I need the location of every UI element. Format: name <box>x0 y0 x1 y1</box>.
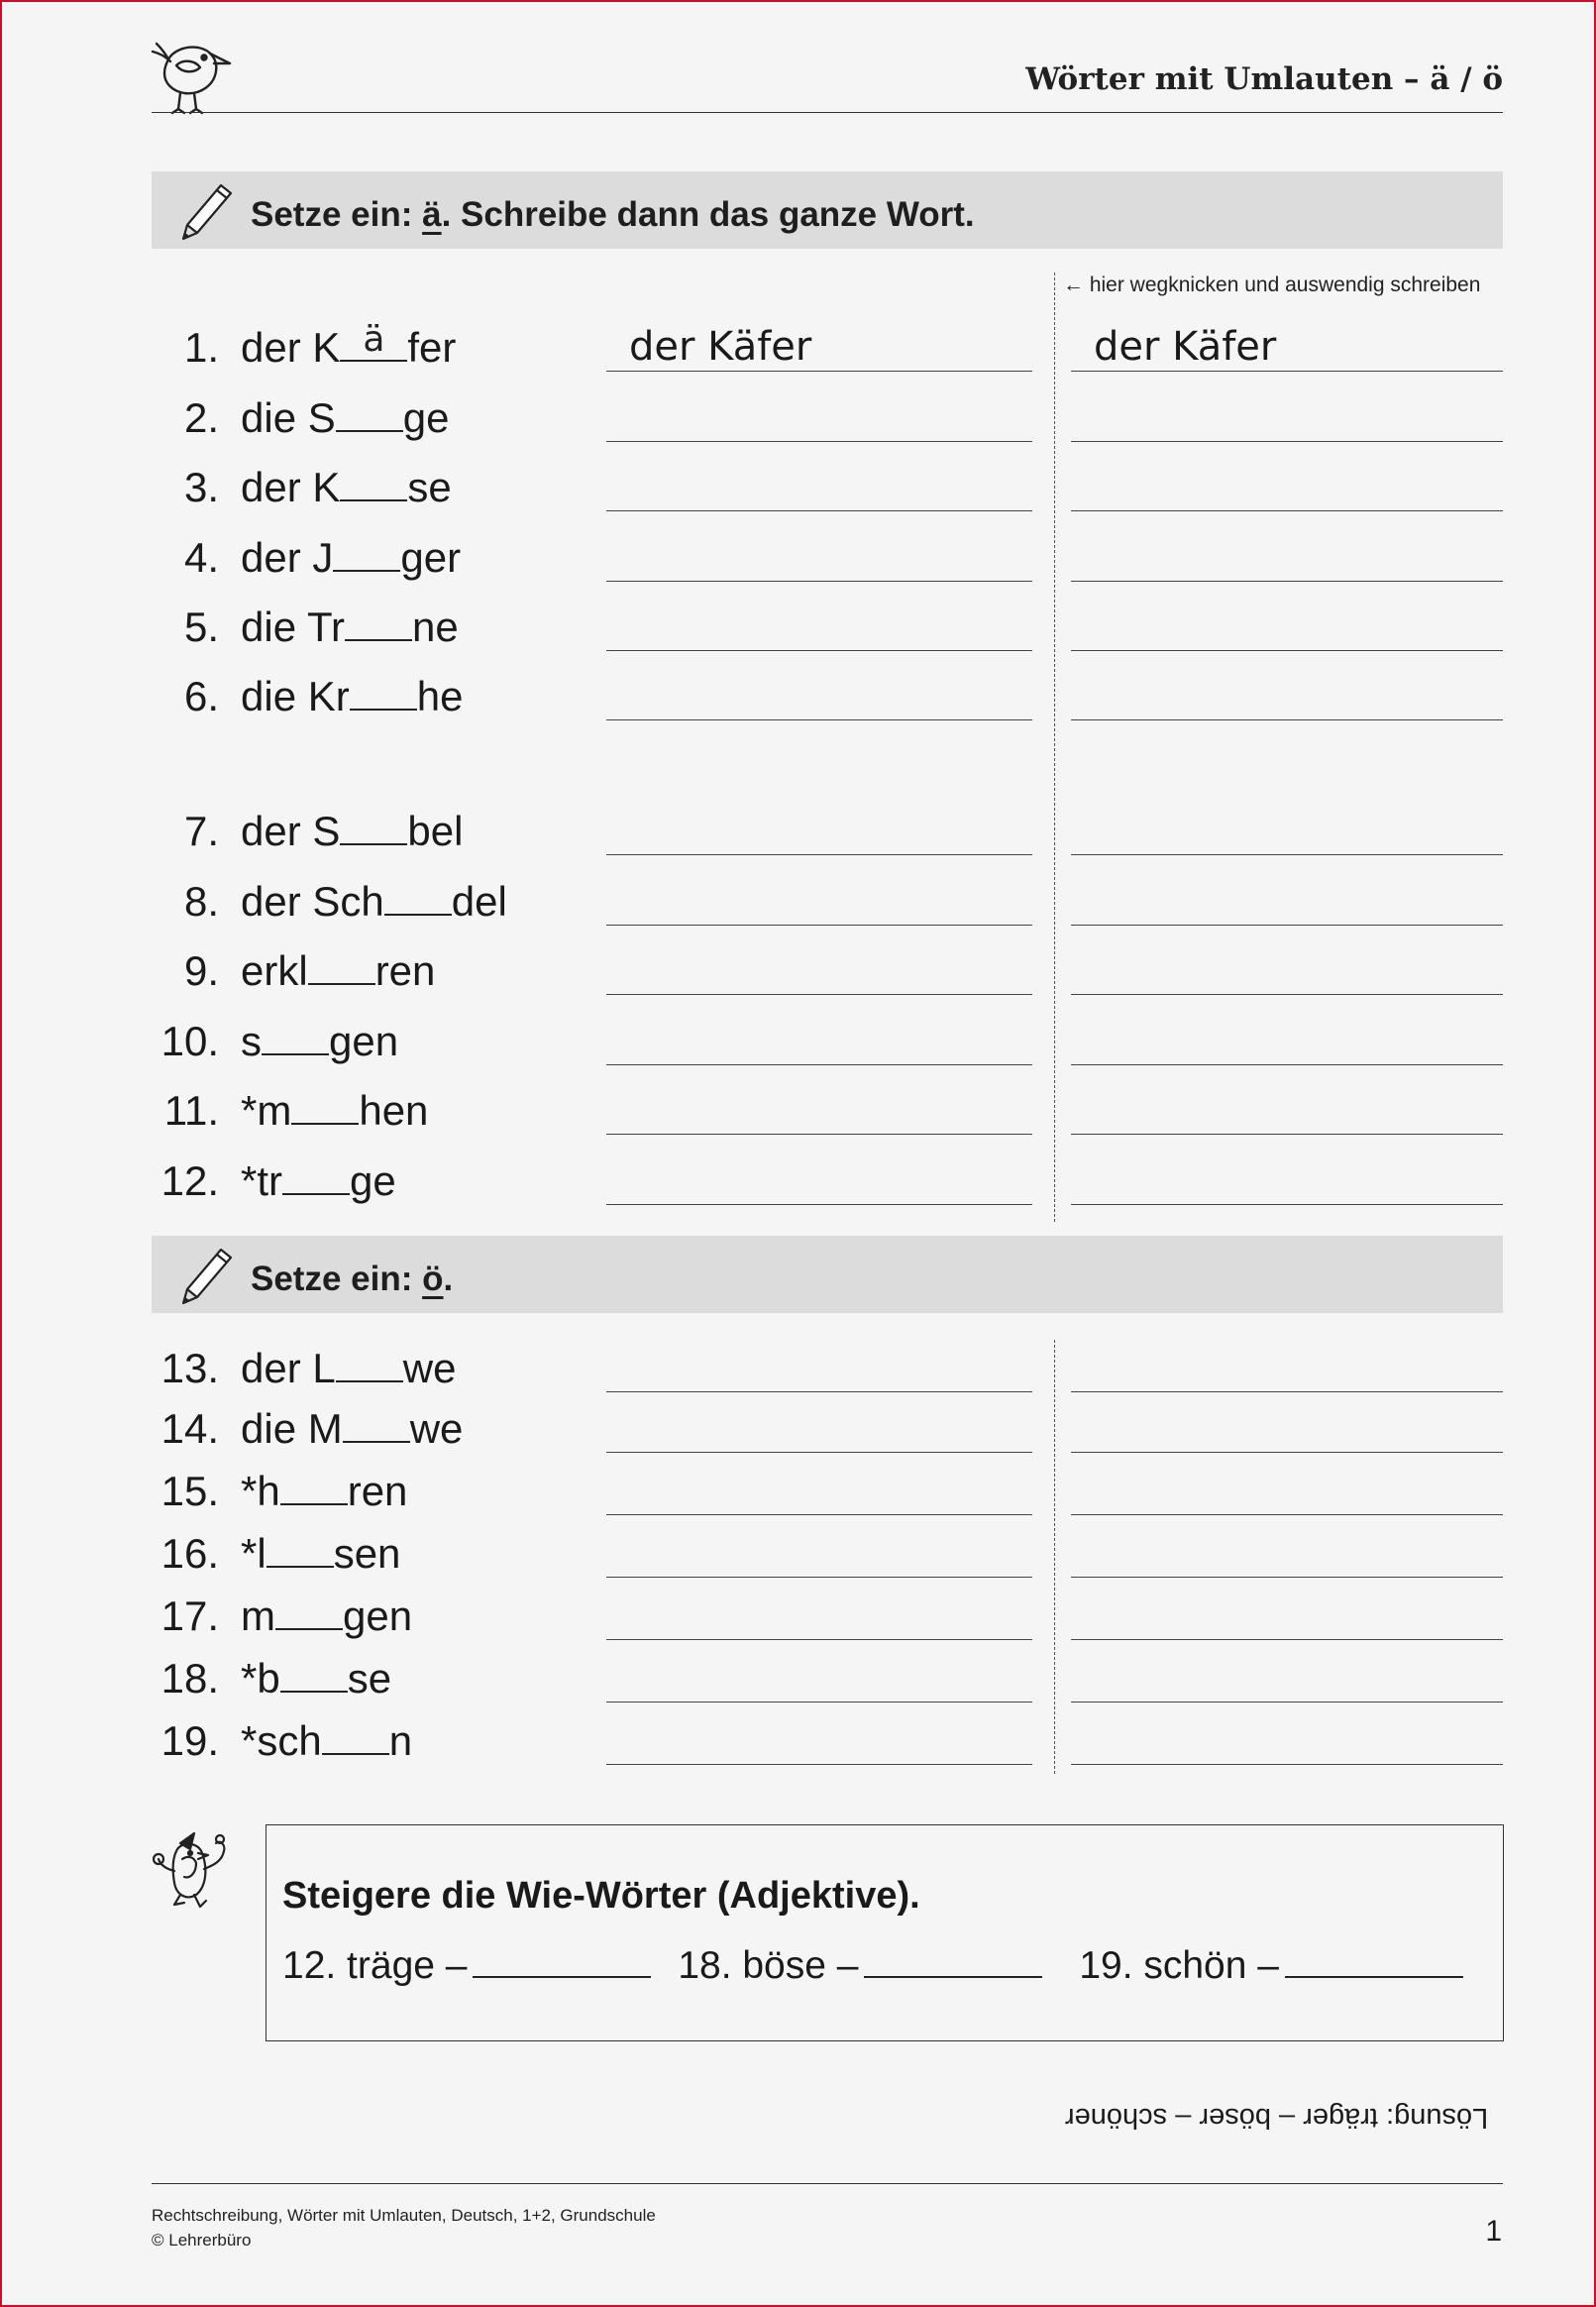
word-start: der S <box>241 808 341 854</box>
word-end: gen <box>343 1593 413 1639</box>
write-from-memory-line[interactable] <box>1071 1577 1503 1578</box>
letter-gap[interactable] <box>384 876 452 916</box>
word-start: der J <box>241 534 334 581</box>
item-number: 16. <box>160 1530 219 1577</box>
word-start: der K <box>241 464 341 510</box>
item-number: 17. <box>160 1593 219 1639</box>
bonus-item-2: 18. böse – <box>678 1944 859 1987</box>
write-word-line[interactable] <box>606 1134 1032 1135</box>
word-start: *sch <box>241 1717 322 1764</box>
letter-gap[interactable] <box>322 1715 389 1755</box>
word-with-gap <box>241 1085 428 1135</box>
word-end: gen <box>329 1018 399 1064</box>
pencil-icon <box>181 1246 235 1307</box>
write-word-line[interactable] <box>606 1452 1032 1453</box>
letter-gap[interactable] <box>262 1016 329 1055</box>
write-word-line[interactable] <box>606 581 1032 582</box>
bonus-items <box>282 1944 1465 1988</box>
solution-upside-down: Lösung: träger – böser – schöner <box>1065 2102 1489 2134</box>
worksheet-row <box>0 796 1596 855</box>
word-end: ne <box>412 604 459 650</box>
worksheet-row <box>0 1705 1596 1765</box>
write-from-memory-line[interactable] <box>1071 1452 1503 1453</box>
letter-gap[interactable] <box>291 1085 359 1125</box>
word-end: se <box>407 464 452 510</box>
instruction-text-1: Setze ein: ä. Schreibe dann das ganze Wort. <box>251 195 975 234</box>
worksheet-row <box>0 1581 1596 1640</box>
bonus-answer-blank-2[interactable] <box>864 1946 1042 1978</box>
word-with-gap <box>241 532 461 582</box>
instruction-banner-1 <box>152 171 1503 249</box>
word-start: der Sch <box>241 878 384 925</box>
word-end: se <box>347 1655 392 1702</box>
word-with-gap <box>241 1466 407 1515</box>
write-from-memory-line[interactable] <box>1071 925 1503 926</box>
word-end: we <box>402 1345 457 1391</box>
word-end: hen <box>359 1087 429 1134</box>
item-number: 18. <box>160 1655 219 1702</box>
item-number: 6. <box>183 673 219 719</box>
word-start: *l <box>241 1530 266 1577</box>
worksheet-row <box>0 1075 1596 1135</box>
write-word-line[interactable] <box>606 854 1032 855</box>
word-with-gap <box>241 945 435 995</box>
item-number: 3. <box>183 464 219 510</box>
word-end: ren <box>374 947 436 994</box>
penguin-mascot-icon <box>151 1829 240 1915</box>
worksheet-row <box>0 1333 1596 1392</box>
word-with-gap <box>241 806 463 855</box>
worksheet-row <box>0 661 1596 720</box>
write-word-line[interactable] <box>606 1639 1032 1640</box>
letter-gap[interactable] <box>336 392 403 432</box>
word-start: die Kr <box>241 673 350 719</box>
word-end: ge <box>402 394 450 441</box>
write-word-line[interactable] <box>606 719 1032 720</box>
page-number: 1 <box>1485 2215 1502 2248</box>
write-word-line[interactable] <box>606 650 1032 651</box>
example-answer-1: der Käfer <box>629 324 812 370</box>
word-start: die Tr <box>241 604 346 650</box>
letter-gap[interactable] <box>343 1403 410 1443</box>
footer-rule <box>152 2183 1503 2184</box>
write-word-line[interactable] <box>606 1702 1032 1703</box>
word-end: ge <box>350 1157 396 1204</box>
write-word-line[interactable] <box>606 1204 1032 1205</box>
word-start: *b <box>241 1655 280 1702</box>
word-with-gap <box>241 1715 412 1765</box>
pencil-icon <box>181 181 235 243</box>
worksheet-row <box>0 1518 1596 1578</box>
word-with-gap <box>241 602 459 651</box>
word-start: der K <box>241 324 341 371</box>
item-number: 9. <box>183 947 219 994</box>
word-with-gap <box>241 319 457 372</box>
item-number: 11. <box>163 1087 219 1134</box>
word-start: erkl <box>241 947 308 994</box>
letter-gap[interactable] <box>275 1591 343 1630</box>
word-start: m <box>241 1593 275 1639</box>
word-with-gap <box>241 671 463 720</box>
worksheet-row <box>0 522 1596 582</box>
write-from-memory-line[interactable] <box>1071 994 1503 995</box>
word-end: ger <box>400 534 462 581</box>
letter-gap[interactable] <box>280 1466 348 1505</box>
header-rule <box>152 112 1503 113</box>
letter-gap[interactable] <box>266 1528 334 1568</box>
fold-hint: ← hier wegknicken und auswendig schreiben <box>1063 274 1481 296</box>
item-number: 10. <box>160 1018 219 1064</box>
write-from-memory-line[interactable] <box>1071 1764 1503 1765</box>
word-with-gap <box>241 462 452 511</box>
word-end: del <box>451 878 507 925</box>
write-from-memory-line[interactable] <box>1071 1391 1503 1392</box>
word-end: ren <box>347 1468 408 1514</box>
bonus-answer-blank-3[interactable] <box>1285 1946 1463 1978</box>
write-from-memory-line[interactable] <box>1071 719 1503 720</box>
letter-gap[interactable] <box>282 1155 350 1195</box>
item-number: 8. <box>183 878 219 925</box>
bonus-item-1: 12. träge – <box>282 1944 468 1987</box>
write-from-memory-line[interactable] <box>1071 854 1503 855</box>
write-from-memory-line[interactable] <box>1071 441 1503 442</box>
worksheet-row <box>0 1006 1596 1065</box>
write-from-memory-line[interactable] <box>1071 1064 1503 1065</box>
worksheet-row <box>0 592 1596 651</box>
word-end: we <box>409 1405 464 1452</box>
letter-gap[interactable] <box>340 319 407 362</box>
word-end: he <box>416 673 464 719</box>
word-with-gap <box>241 1016 398 1065</box>
write-from-memory-line[interactable] <box>1071 1702 1503 1703</box>
word-start: der L <box>241 1345 336 1391</box>
write-word-line[interactable] <box>606 441 1032 442</box>
worksheet-title: Wörter mit Umlauten – ä / ö <box>1025 61 1503 97</box>
word-end: sen <box>333 1530 401 1577</box>
letter-gap[interactable] <box>336 1343 403 1382</box>
letter-gap[interactable] <box>340 806 407 845</box>
word-end: bel <box>407 808 464 854</box>
worksheet-row <box>0 1393 1596 1453</box>
item-number: 19. <box>160 1717 219 1764</box>
letter-gap[interactable] <box>308 945 375 985</box>
word-start: *m <box>241 1087 292 1134</box>
example-filled-letter: ä <box>363 319 385 360</box>
bonus-item-3: 19. schön – <box>1079 1944 1279 1987</box>
write-from-memory-line[interactable] <box>1071 581 1503 582</box>
worksheet-row <box>0 866 1596 926</box>
write-word-line[interactable] <box>606 371 1032 372</box>
item-number: 5. <box>183 604 219 650</box>
write-word-line[interactable] <box>606 1514 1032 1515</box>
item-number: 4. <box>183 534 219 581</box>
item-number: 7. <box>183 808 219 854</box>
letter-gap[interactable] <box>280 1653 348 1693</box>
word-with-gap <box>241 1591 412 1640</box>
write-word-line[interactable] <box>606 994 1032 995</box>
example-answer-2: der Käfer <box>1094 324 1277 370</box>
write-from-memory-line[interactable] <box>1071 1134 1503 1135</box>
bonus-task-box <box>266 1824 1504 2041</box>
worksheet-row <box>0 383 1596 442</box>
item-number: 1. <box>183 324 219 371</box>
worksheet-row <box>0 1643 1596 1703</box>
write-from-memory-line[interactable] <box>1071 1204 1503 1205</box>
write-from-memory-line[interactable] <box>1071 1639 1503 1640</box>
footer-line-2: © Lehrerbüro <box>152 2231 252 2250</box>
item-number: 12. <box>160 1157 219 1204</box>
instruction-text-2: Setze ein: ö. <box>251 1260 454 1298</box>
word-start: *h <box>241 1468 280 1514</box>
word-start: s <box>241 1018 262 1064</box>
write-from-memory-line[interactable] <box>1071 1514 1503 1515</box>
item-number: 15. <box>160 1468 219 1514</box>
write-word-line[interactable] <box>606 510 1032 511</box>
write-from-memory-line[interactable] <box>1071 650 1503 651</box>
word-start: die M <box>241 1405 343 1452</box>
word-with-gap <box>241 1155 396 1205</box>
bird-logo-icon <box>147 38 238 121</box>
instruction-banner-2 <box>152 1236 1503 1313</box>
word-with-gap <box>241 392 449 442</box>
footer-line-1: Rechtschreibung, Wörter mit Umlauten, Deutsch, 1+2, Grundschule <box>152 2206 656 2225</box>
worksheet-row <box>0 1456 1596 1515</box>
letter-gap[interactable] <box>333 532 400 572</box>
worksheet-row <box>0 1146 1596 1205</box>
worksheet-row <box>0 312 1596 372</box>
word-with-gap <box>241 1403 463 1453</box>
write-from-memory-line[interactable] <box>1071 510 1503 511</box>
word-with-gap <box>241 1343 456 1392</box>
letter-gap[interactable] <box>340 462 407 501</box>
write-from-memory-line[interactable] <box>1071 371 1503 372</box>
item-number: 2. <box>183 394 219 441</box>
write-word-line[interactable] <box>606 1577 1032 1578</box>
letter-gap[interactable] <box>345 602 412 641</box>
word-with-gap <box>241 1653 391 1703</box>
write-word-line[interactable] <box>606 1064 1032 1065</box>
word-with-gap <box>241 876 507 926</box>
letter-gap[interactable] <box>350 671 417 711</box>
word-with-gap <box>241 1528 400 1578</box>
worksheet-row <box>0 452 1596 511</box>
write-word-line[interactable] <box>606 925 1032 926</box>
bonus-answer-blank-1[interactable] <box>473 1946 651 1978</box>
bonus-heading: Steigere die Wie-Wörter (Adjektive). <box>282 1875 920 1917</box>
write-word-line[interactable] <box>606 1391 1032 1392</box>
worksheet-row <box>0 935 1596 995</box>
word-end: n <box>388 1717 413 1764</box>
item-number: 14. <box>160 1405 219 1452</box>
word-end: fer <box>407 324 457 371</box>
item-number: 13. <box>160 1345 219 1391</box>
write-word-line[interactable] <box>606 1764 1032 1765</box>
word-start: *tr <box>241 1157 282 1204</box>
word-start: die S <box>241 394 336 441</box>
